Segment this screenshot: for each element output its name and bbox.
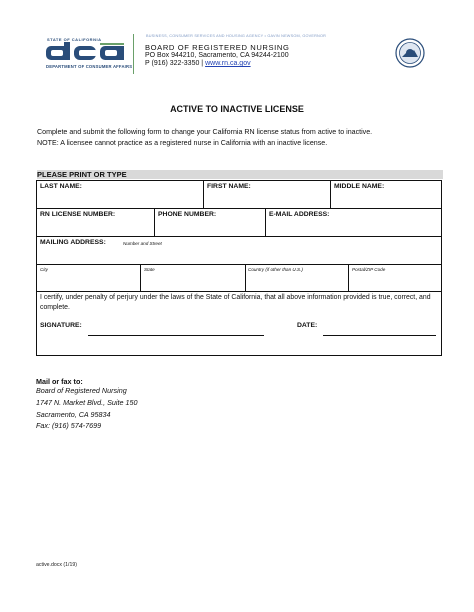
date-label: DATE: [297,322,318,329]
col-divider [140,264,141,291]
row-divider [37,264,441,265]
signature-label: SIGNATURE: [40,322,82,329]
middle-name-field[interactable]: MIDDLE NAME: [334,183,385,190]
board-name: BOARD OF REGISTERED NURSING [145,43,290,52]
row-divider [37,236,441,237]
state-field[interactable]: State [144,267,155,272]
board-address: PO Box 944210, Sacramento, CA 94244-2100 [145,52,289,59]
row-divider [37,208,441,209]
mail-header: Mail or fax to: [36,377,83,386]
mailing-address-field[interactable]: MAILING ADDRESS: [40,239,106,246]
instructions [37,127,372,148]
mail-line: Board of Registered Nursing [36,386,127,395]
postal-code-field[interactable]: Postal/ZIP Code [352,267,386,272]
rn-license-field[interactable]: RN LICENSE NUMBER: [40,211,116,218]
mail-line: 1747 N. Market Blvd., Suite 150 [36,398,138,407]
certification-text: I certify, under penalty of perjury under the laws of the State of California, that all above information provided is true, correct, and complete. [40,294,431,311]
col-divider [265,208,266,236]
city-field[interactable]: City [40,267,48,272]
col-divider [330,181,331,208]
logo-department-text: DEPARTMENT OF CONSUMER AFFAIRS [46,64,133,69]
file-footer: active.docx (1/19) [36,562,77,568]
date-line[interactable] [323,335,436,336]
col-divider [203,181,204,208]
col-divider [245,264,246,291]
document-title: ACTIVE TO INACTIVE LICENSE [170,104,304,114]
last-name-field[interactable]: LAST NAME: [40,183,82,190]
website-link[interactable]: www.rn.ca.gov [205,60,251,67]
note-line: NOTE: A licensee cannot practice as a registered nurse in California with an inactive license. [37,138,328,147]
california-seal-icon [395,38,425,68]
col-divider [154,208,155,236]
number-street-hint: Number and Street [123,241,162,246]
phone-field[interactable]: PHONE NUMBER: [158,211,217,218]
col-divider [348,264,349,291]
board-phone: P (916) 322-3350 | [145,60,206,67]
mail-line: Fax: (916) 574-7699 [36,421,102,430]
logo-state-text: STATE OF CALIFORNIA [47,37,102,42]
license-form [36,180,442,356]
signature-line[interactable] [88,335,264,336]
country-field[interactable]: Country (if other than U.S.) [248,267,303,272]
agency-line: BUSINESS, CONSUMER SERVICES AND HOUSING AGENCY • GAVIN NEWSOM, GOVERNOR [146,34,327,38]
section-header: PLEASE PRINT OR TYPE [37,170,443,179]
header-divider [133,34,134,74]
dca-logo-icon [46,42,126,62]
row-divider [37,291,441,292]
board-contact [145,60,251,67]
instruction-line: Complete and submit the following form to change your California RN license status from active to inactive. [37,128,373,136]
email-field[interactable]: E-MAIL ADDRESS: [269,211,330,218]
mail-line: Sacramento, CA 95834 [36,410,111,419]
first-name-field[interactable]: FIRST NAME: [207,183,251,190]
